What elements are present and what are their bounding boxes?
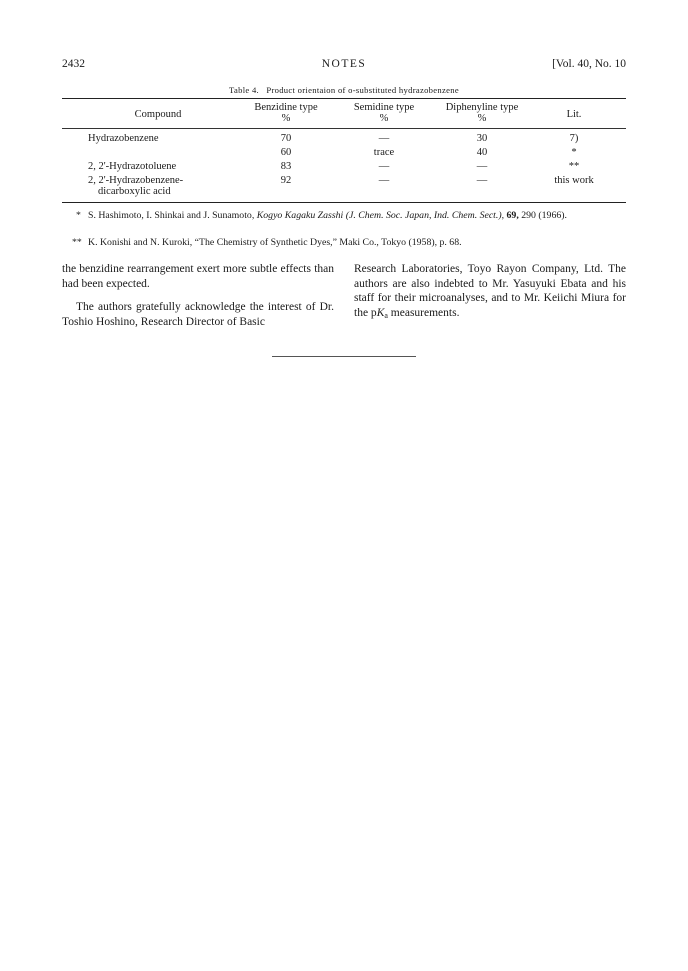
footnote-authors: S. Hashimoto, I. Shinkai and J. Sunamoto, <box>88 210 255 221</box>
paragraph-text: measurements. <box>387 306 460 319</box>
cell-compound-continued: dicarboxylic acid <box>98 186 171 197</box>
cell-lit: * <box>571 147 577 158</box>
col-header-lit: Lit. <box>566 109 582 120</box>
page-number: 2432 <box>62 58 85 70</box>
table-caption <box>62 85 626 95</box>
cell-benzidine: 60 <box>280 147 292 158</box>
cell-diphenyline: 30 <box>476 133 488 144</box>
running-header <box>62 58 626 74</box>
cell-semidine: — <box>378 175 390 186</box>
paragraph <box>354 262 626 323</box>
cell-compound: 2, 2'-Hydrazotoluene <box>88 161 177 172</box>
cell-diphenyline: — <box>476 161 488 172</box>
paragraph: The authors gratefully acknowledge the interest of Dr. Toshio Hoshino, Research Director of Basic <box>62 301 334 328</box>
pka-subscript: a <box>384 310 388 320</box>
cell-compound: 2, 2'-Hydrazobenzene- <box>88 175 184 186</box>
volume-info: [Vol. 40, No. 10 <box>552 58 626 70</box>
table-bottom-rule <box>62 202 626 203</box>
footnote-mark: * <box>76 210 81 221</box>
cell-diphenyline: 40 <box>476 147 488 158</box>
body-left-column <box>62 262 334 329</box>
col-header-compound: Compound <box>134 109 182 120</box>
col-header-diphenyline: Diphenyline type <box>445 102 519 113</box>
cell-benzidine: 83 <box>280 161 292 172</box>
col-header-benzidine-unit: % <box>281 113 291 124</box>
cell-lit: ** <box>568 161 580 172</box>
table-top-rule <box>62 98 626 99</box>
footnote-1 <box>76 209 618 222</box>
footnote-journal: Kogyo Kagaku Zasshi (J. Chem. Soc. Japan, Ind. Chem. Sect.), <box>256 210 505 221</box>
body-right-column <box>354 262 626 323</box>
cell-diphenyline: — <box>476 175 488 186</box>
cell-lit: this work <box>554 175 594 186</box>
footnote-pages: 290 (1966). <box>521 210 567 221</box>
cell-benzidine: 70 <box>280 133 292 144</box>
cell-semidine: — <box>378 161 390 172</box>
paragraph: the benzidine rearrangement exert more subtle effects than had been expected. <box>62 263 334 290</box>
footnote-mark: ** <box>72 237 82 248</box>
footnote-text: K. Konishi and N. Kuroki, “The Chemistry of Synthetic Dyes,” Maki Co., Tokyo (1958), p. 68. <box>88 237 462 248</box>
table-caption-label: Table 4. <box>229 85 260 95</box>
cell-compound: Hydrazobenzene <box>88 133 159 144</box>
cell-semidine: — <box>378 133 390 144</box>
cell-lit: 7) <box>569 133 579 144</box>
cell-benzidine: 92 <box>280 175 292 186</box>
cell-semidine: trace <box>373 147 395 158</box>
footnote-2 <box>72 236 618 249</box>
table-caption-title: Product orientaion of o-substituted hydrazobenzene <box>266 85 459 95</box>
col-header-semidine-unit: % <box>379 113 389 124</box>
table-header-rule <box>62 128 626 129</box>
pka-symbol: K <box>376 306 385 319</box>
paragraph-text: Research Laboratories, Toyo Rayon Company, Ltd. The authors are also indebted to Mr. Yasuyuki Ebata and his staff for their microanalyses, and to Mr. Keiichi Miura for the p <box>354 263 626 319</box>
col-header-diphenyline-unit: % <box>477 113 487 124</box>
footnote-volume: 69, <box>506 210 519 221</box>
col-header-semidine: Semidine type <box>353 102 415 113</box>
section-title: NOTES <box>321 58 367 70</box>
end-rule <box>272 356 416 357</box>
col-header-benzidine: Benzidine type <box>254 102 318 113</box>
